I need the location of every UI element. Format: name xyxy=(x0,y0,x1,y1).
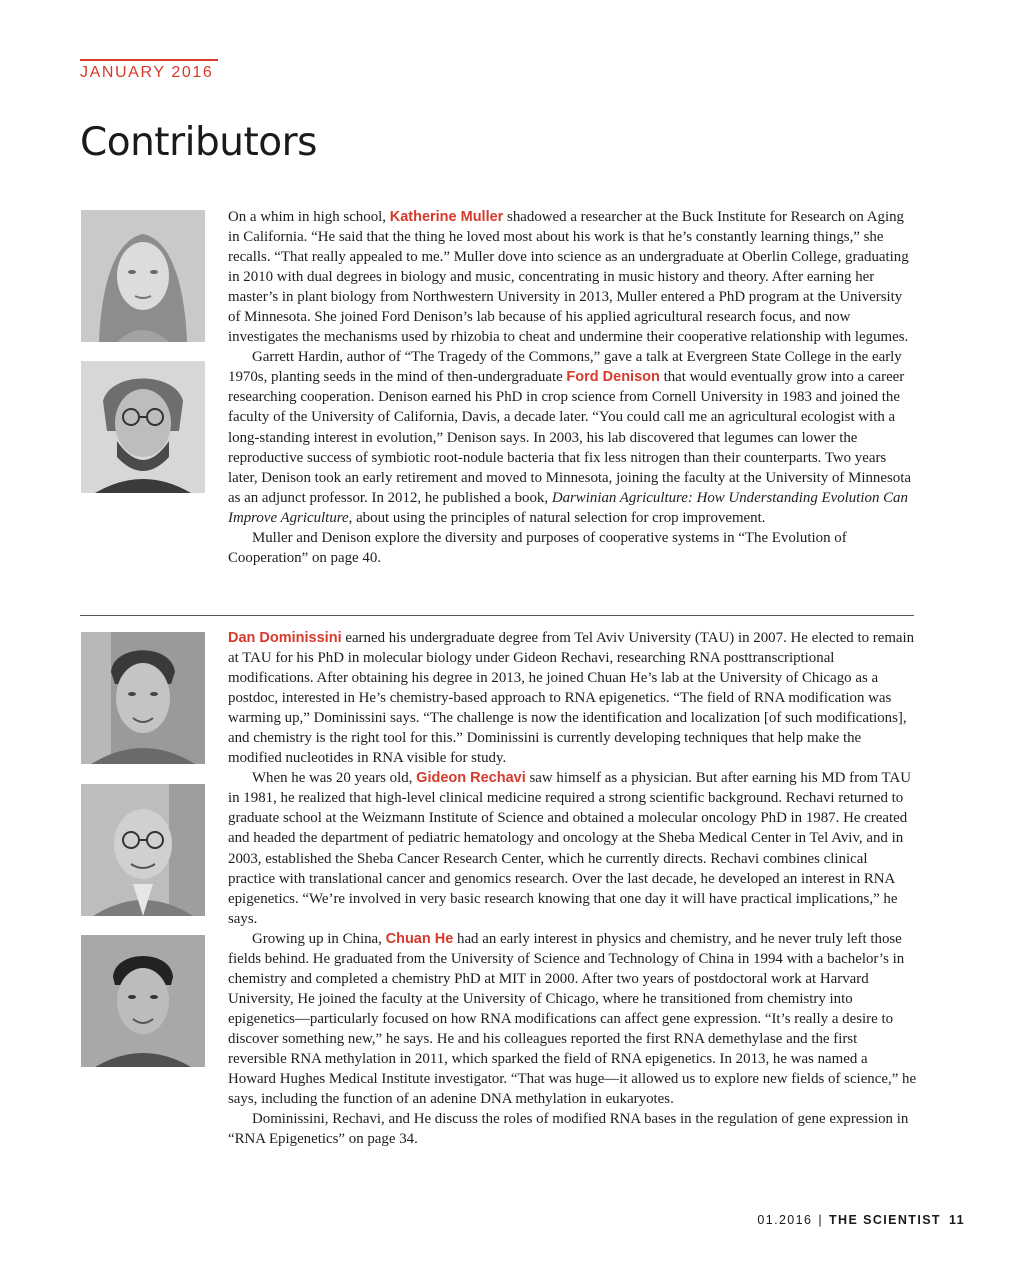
footer-separator: | xyxy=(818,1213,824,1227)
footer-date: 01.2016 xyxy=(757,1213,813,1227)
bio-gideon-rechavi: When he was 20 years old, Gideon Rechavi saw himself as a physician. But after earning his MD from TAU in 1981, he realized that high-level clinical medicine required a strong scientific background. Rechavi returned to graduate school at the Weizmann Institute of Science and obtained a molecular oncology PhD in 1987. He created and headed the department of pediatric hematology and oncology at the Sheba Medical Center in Tel Aviv, and in 2003, established the Sheba Cancer Research Center, which he currently directs. Rechavi combines clinical practice with translational cancer and genomics research. Over the last decade, he developed an interest in RNA epigenetics. “We’re involved in very basic research knowing that one day it will have practical implications,” he says. xyxy=(228,770,911,927)
photo-dan-dominissini xyxy=(81,632,205,764)
photo-gideon-rechavi xyxy=(81,784,205,916)
bio-katherine-muller: On a whim in high school, Katherine Muller shadowed a researcher at the Buck Institute for Research on Aging in California. “He said that the thing he loved most about his work is that he’s constantly learning things,” she recalls. “That really appealed to me.” Muller dove into science as an undergraduate at Oberlin College, graduating in 2010 with dual degrees in biology and music, concentrating in music history and theory. After earning her master’s in plant biology from Northwestern University in 2013, Muller entered a PhD program at the University of Minnesota. She joined Ford Denison’s lab because of his applied agricultural research focus, and now investigates the mechanisms used by rhizobia to cheat and undermine their cooperative relationship with legumes. xyxy=(228,209,909,346)
name-chuan-he: Chuan He xyxy=(385,930,454,947)
name-ford-denison: Ford Denison xyxy=(566,369,660,386)
page-title: Contributors xyxy=(80,120,317,165)
section-divider xyxy=(80,615,914,616)
name-katherine-muller: Katherine Muller xyxy=(389,209,504,225)
page-footer xyxy=(757,1213,965,1227)
bio-section-rna-epigenetics xyxy=(228,628,918,1149)
issue-rule xyxy=(80,59,218,61)
book-title: Darwinian Agriculture: How Understanding Evolution Can Improve Agriculture xyxy=(228,489,908,526)
article-reference-rna-epigenetics: Dominissini, Rechavi, and He discuss the roles of modified RNA bases in the regulation of gene expression in “RNA Epigenetics” on page 34. xyxy=(228,1111,909,1148)
issue-date: JANUARY 2016 xyxy=(80,64,214,81)
photo-katherine-muller xyxy=(81,210,205,342)
name-gideon-rechavi: Gideon Rechavi xyxy=(416,770,526,787)
bio-chuan-he: Growing up in China, Chuan He had an early interest in physics and chemistry, and he never truly left those fields behind. He graduated from the University of Science and Technology of China in 1994 with a bachelor’s in chemistry and completed a chemistry PhD at MIT in 2000. After two years of postdoctoral work at Harvard University, He joined the faculty at the University of Chicago, where he transitioned from chemistry into epigenetics—particularly focused on how RNA modifications can affect gene expression. “It’s really a desire to discover something new,” he says. He and his colleagues reported the first RNA demethylase and the first reversible RNA methylation in 2011, which sparked the field of RNA epigenetics. In 2013, he was named a Howard Hughes Medical Institute investigator. “That was huge—it allowed us to explore new fields of science,” he says, including the function of an adenine DNA methylation in eukaryotes. xyxy=(228,930,917,1108)
photo-chuan-he xyxy=(81,935,205,1067)
bio-ford-denison: Garrett Hardin, author of “The Tragedy of the Commons,” gave a talk at Evergreen State College in the early 1970s, planting seeds in the mind of then-undergraduate Ford Denison that would eventually grow into a career researching cooperation. Denison earned his PhD in crop science from Cornell University in 1983 and joined the faculty of the University of California, Davis, a decade later. “You could call me an agricultural ecologist with a long-standing interest in evolution,” Denison says. In 2003, his lab discovered that legumes can lower the reproductive success of symbiotic root-nodule bacteria that fix less nitrogen than their counterparts. Two years later, Denison took an early retirement and moved to Minnesota, joining the faculty at the University of Minnesota as an adjunct professor. In 2012, he published a book, Darwinian Agriculture: How Understanding Evolution Can Improve Agriculture, about using the principles of natural selection for crop improvement. xyxy=(228,349,911,526)
footer-magazine: THE SCIENTIST xyxy=(829,1213,941,1227)
bio-section-muller-denison xyxy=(228,207,918,568)
photo-ford-denison xyxy=(81,361,205,493)
name-dan-dominissini: Dan Dominissini xyxy=(228,630,342,646)
bio-dan-dominissini: Dan Dominissini earned his undergraduate degree from Tel Aviv University (TAU) in 2007. He elected to remain at TAU for his PhD in molecular biology under Gideon Rechavi, researching RNA posttranscriptional modifications. After obtaining his degree in 2013, he joined Chuan He’s lab at the University of Chicago as a postdoc, interested in He’s chemistry-based approach to RNA epigenetics. “The field of RNA modification was warming up,” Dominissini says. “The challenge is now the identification and localization [of such modifications], and chemistry is the right tool for this.” Dominissini is currently developing techniques that help make the modified nucleotides in RNA visible for study. xyxy=(228,630,915,767)
page-number: 11 xyxy=(948,1213,965,1227)
article-reference-cooperation: Muller and Denison explore the diversity and purposes of cooperative systems in “The Evolution of Cooperation” on page 40. xyxy=(228,529,847,566)
